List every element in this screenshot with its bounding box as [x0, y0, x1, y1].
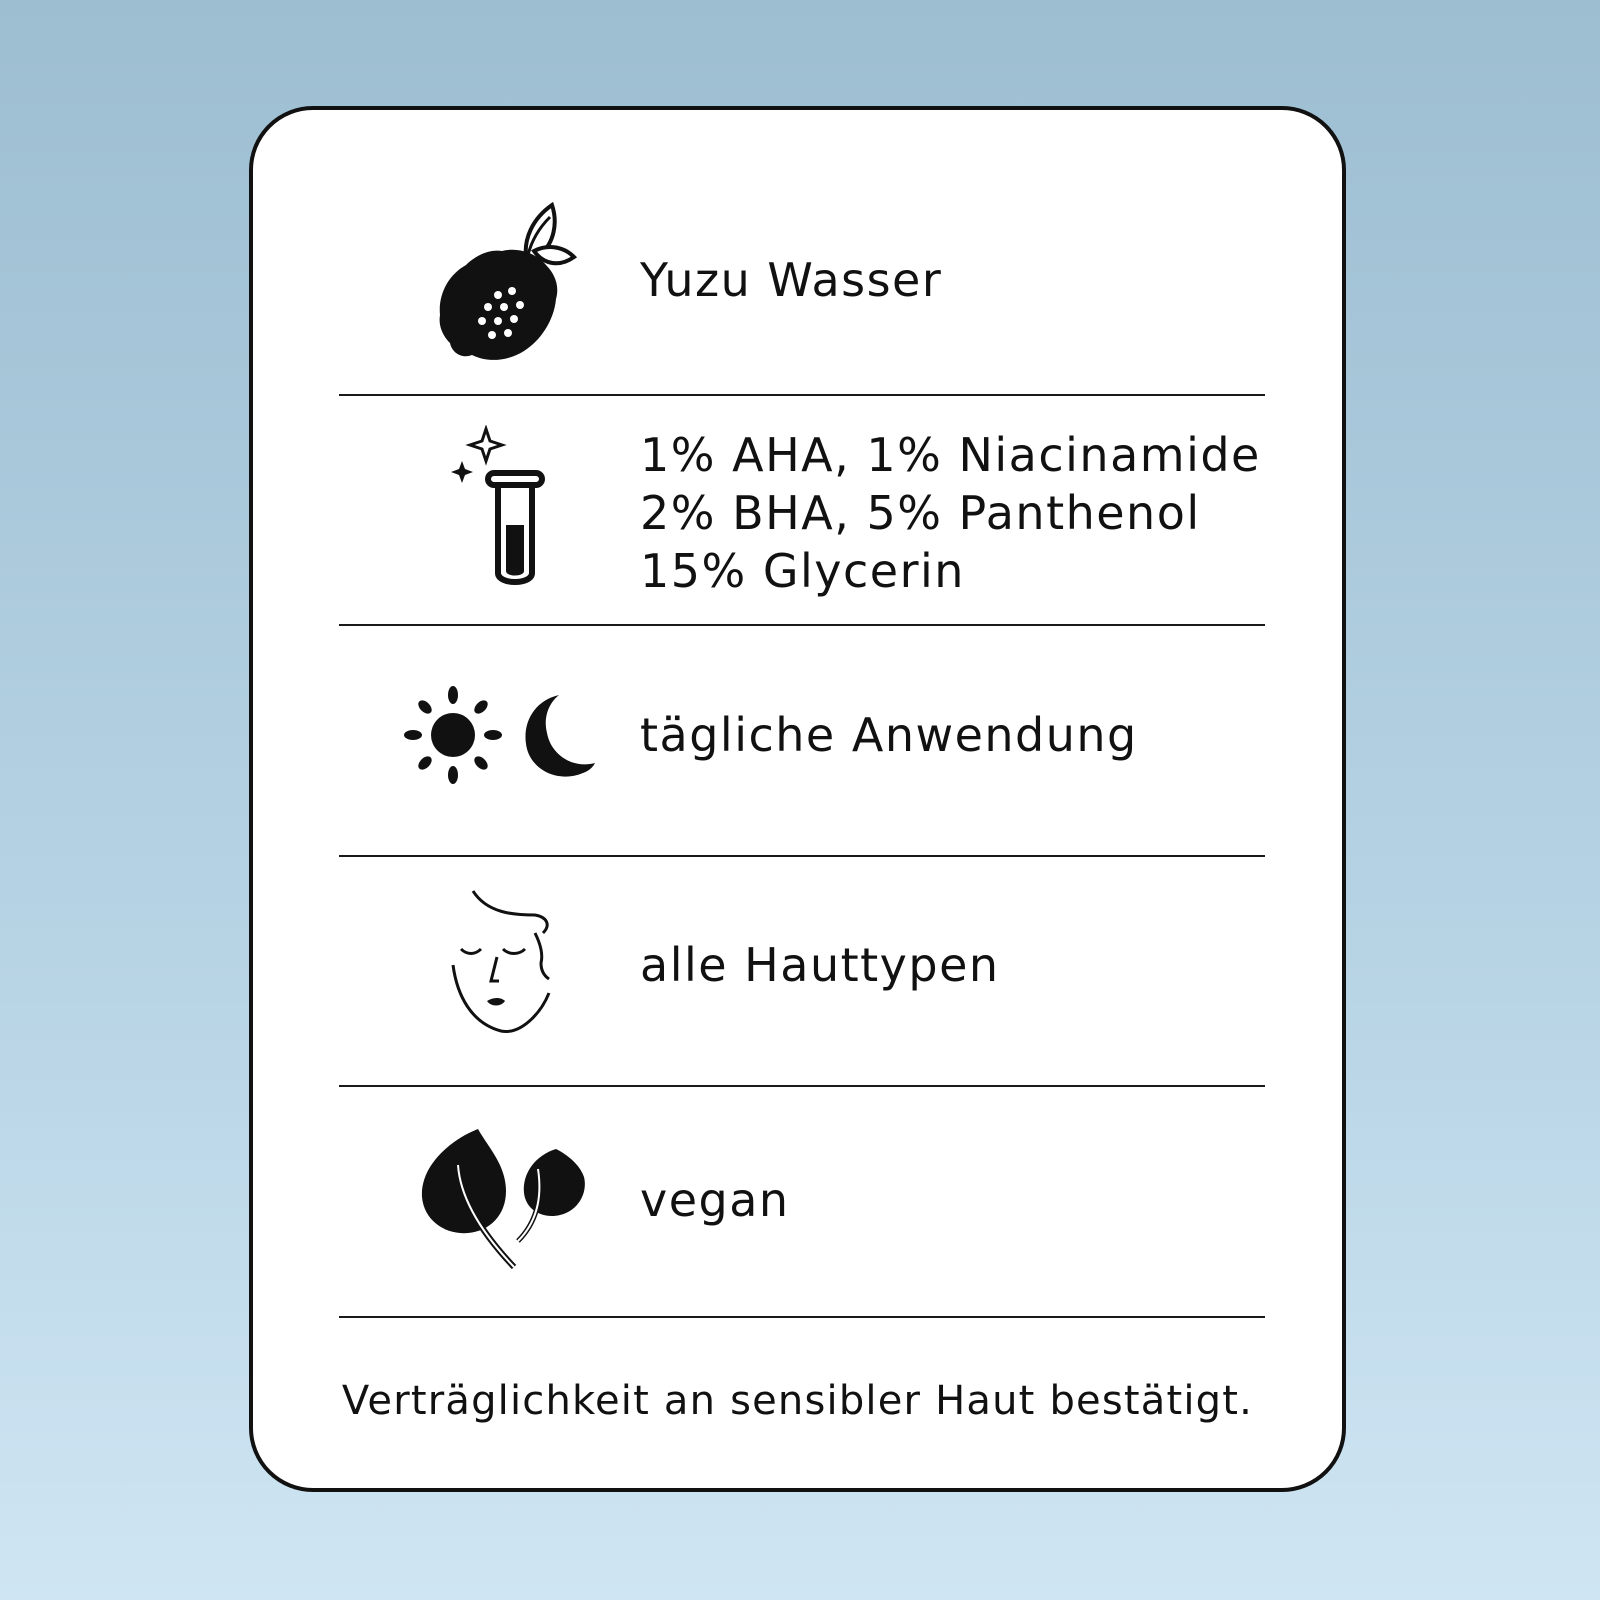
feature-row-ingredients [253, 410, 1342, 610]
info-card [249, 106, 1346, 1492]
feature-label: Yuzu Wasser [640, 253, 943, 307]
footer-note: Verträglichkeit an sensibler Haut bestätigt. [341, 1378, 1254, 1424]
divider [339, 1316, 1265, 1318]
face-icon [393, 880, 613, 1050]
ingredients-text [640, 426, 1261, 600]
divider [339, 624, 1265, 626]
leaves-icon [393, 1110, 613, 1290]
feature-label: alle Hauttypen [640, 938, 1000, 992]
ingredients-line: 15% Glycerin [640, 544, 965, 598]
feature-row-yuzu [253, 170, 1342, 390]
feature-label: tägliche Anwendung [640, 708, 1138, 762]
divider [339, 855, 1265, 857]
feature-row-usage [253, 650, 1342, 820]
moon-icon [525, 695, 595, 777]
ingredients-line: 2% BHA, 5% Panthenol [640, 486, 1201, 540]
sun-icon [404, 686, 502, 784]
sun-moon-icon [393, 650, 613, 820]
feature-row-skin [253, 880, 1342, 1050]
lemon-icon [393, 170, 613, 390]
divider [339, 1085, 1265, 1087]
divider [339, 394, 1265, 396]
feature-label: vegan [640, 1173, 790, 1227]
ingredients-line: 1% AHA, 1% Niacinamide [640, 428, 1261, 482]
feature-row-vegan [253, 1110, 1342, 1290]
test-tube-icon [393, 410, 613, 610]
